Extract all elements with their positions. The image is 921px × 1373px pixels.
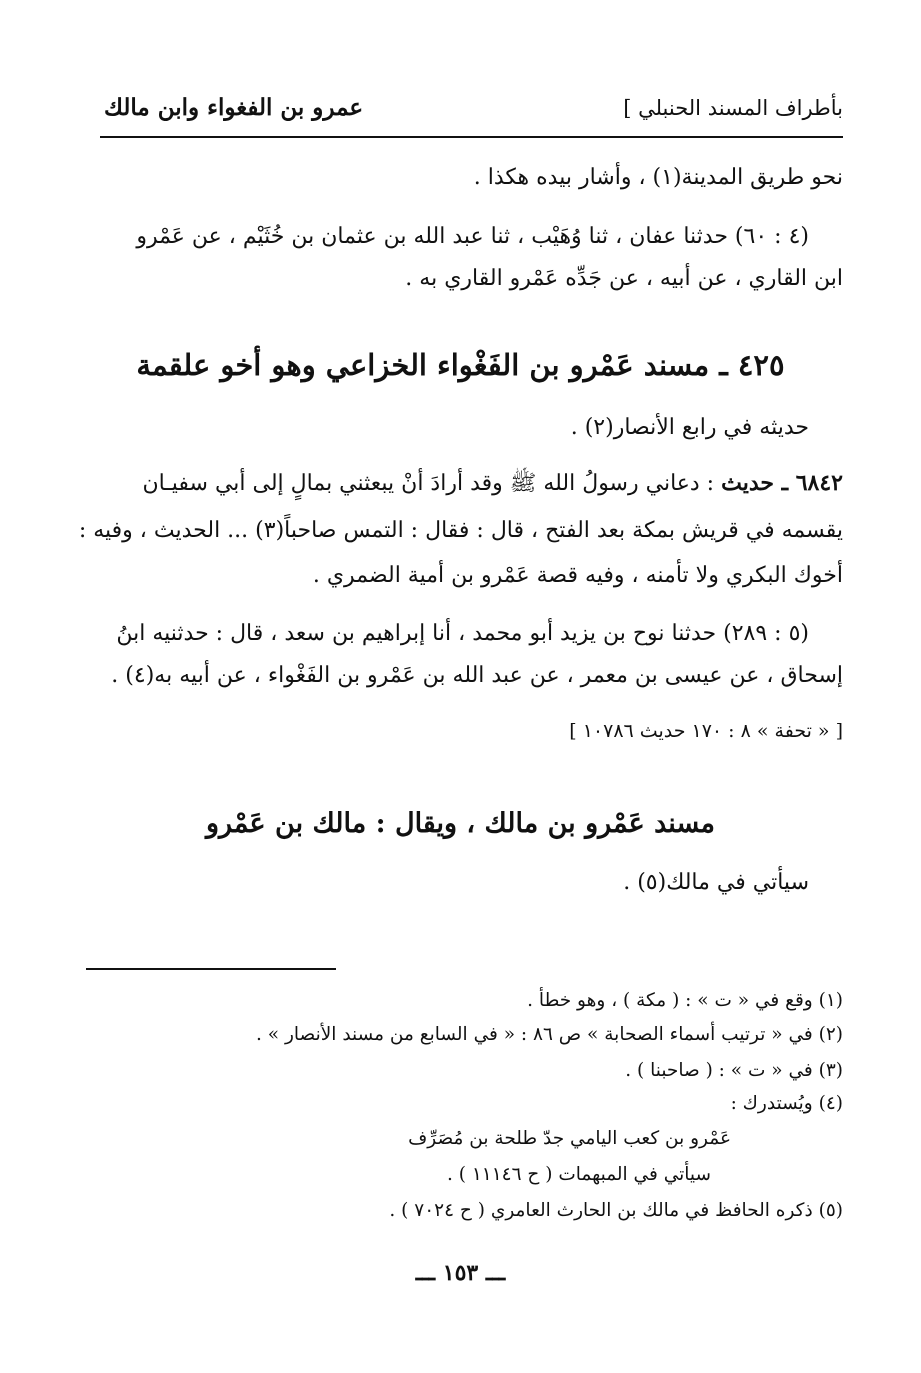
footnote-4-line-b: سيأتي في المبهمات ( ح ١١١٤٦ ) . <box>447 1164 711 1185</box>
footnote-5: (٥) ذكره الحافظ في مالك بن الحارث العامري ( ح ٧٠٢٤ ) . <box>389 1200 843 1221</box>
text-line-9: إسحاق ، عن عيسى بن معمر ، عن عبد الله بن عَمْرو بن الفَغْواء ، عن أبيه به(٤) . <box>111 663 843 688</box>
hadith-6842-line <box>142 469 843 501</box>
text-line-11: سيأتي في مالك(٥) . <box>623 870 809 895</box>
section-title-amr-bin-malik: مسند عَمْرو بن مالك ، ويقال : مالك بن عَمْرو <box>206 808 715 839</box>
footnote-4: (٤) ويُستدرك : <box>730 1093 843 1114</box>
footnote-4-line-a: عَمْرو بن كعب اليامي جدّ طلحة بن مُصَرِّف <box>408 1128 731 1149</box>
section-title-425: ٤٢٥ ـ مسند عَمْرو بن الفَغْواء الخزاعي وهو أخو علقمة <box>136 348 785 382</box>
footnote-2: (٢) في « ترتيب أسماء الصحابة » ص ٨٦ : « في السابع من مسند الأنصار » . <box>256 1024 843 1045</box>
hadith-text: : دعاني رسولُ الله ﷺ وقد أرادَ أنْ يبعثني بمالٍ إلى أبي سفيـان <box>142 471 722 496</box>
text-line-2: (٤ : ٦٠) حدثنا عفان ، ثنا وُهَيْب ، ثنا عبد الله بن عثمان بن خُثَيْم ، عن عَمْرو <box>136 224 809 249</box>
footnote-1: (١) وقع في « ت » : ( مكة ) ، وهو خطأ . <box>527 990 843 1011</box>
text-line-4: حديثه في رابع الأنصار(٢) . <box>570 415 809 440</box>
footnote-rule <box>86 968 336 970</box>
page-number: ـــ ١٥٣ ـــ <box>415 1260 506 1286</box>
text-line-3: ابن القاري ، عن أبيه ، عن جَدِّه عَمْرو القاري به . <box>405 266 843 291</box>
running-header-book-title: بأطراف المسند الحنبلي ] <box>623 96 843 120</box>
header-rule <box>100 136 843 138</box>
text-line-6: يقسمه في قريش بمكة بعد الفتح ، قال : فقال : التمس صاحباً(٣) ... الحديث ، وفيه : <box>78 518 843 543</box>
hadith-number: ٦٨٤٢ ـ حديث <box>721 470 843 496</box>
running-header-chapter: عمرو بن الفغواء وابن مالك <box>104 94 364 121</box>
text-line-1: نحو طريق المدينة(١) ، وأشار بيده هكذا . <box>473 165 843 190</box>
tuhfa-reference: [ « تحفة » ٨ : ١٧٠ حديث ١٠٧٨٦ ] <box>569 720 843 742</box>
footnote-3: (٣) في « ت » : ( صاحبنا ) . <box>625 1060 843 1081</box>
text-line-8: (٥ : ٢٨٩) حدثنا نوح بن يزيد أبو محمد ، أنا إبراهيم بن سعد ، قال : حدثنيه ابنُ <box>116 621 809 646</box>
text-line-7: أخوك البكري ولا تأمنه ، وفيه قصة عَمْرو بن أمية الضمري . <box>312 563 843 588</box>
